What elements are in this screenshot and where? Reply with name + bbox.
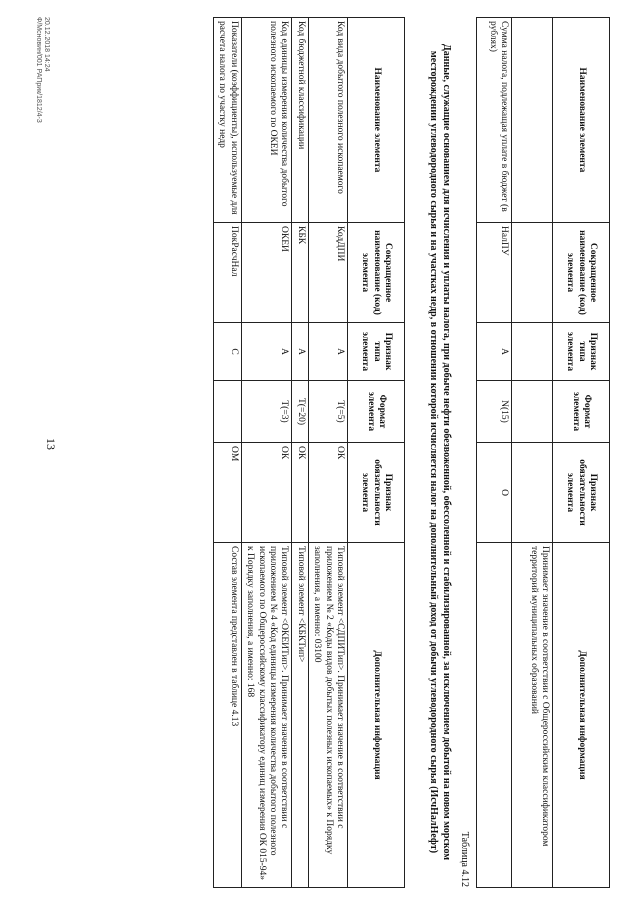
column-header: Признак типа элемента <box>348 323 405 381</box>
column-header: Сокращенное наименование (код) элемента <box>553 223 610 323</box>
table-caption: Данные, служащие основанием для исчисления и уплаты налога, при добыче нефти обезвоженной, обессоленной и стабилизированной, за исключением добытой на новом морском месторождении углеводородного сырья и на участках недр, в отношении которой исчисляется налог на дополнительный доход от добычи углеводородного сырья (ИсчНалНефт) <box>428 43 452 861</box>
column-header: Признак обязательности элемента <box>553 443 610 543</box>
column-header: Формат элемента <box>348 381 405 443</box>
cell-type <box>512 323 553 381</box>
cell-code: КБК <box>292 223 308 323</box>
column-header: Дополнительная информация <box>348 543 405 888</box>
column-header: Формат элемента <box>553 381 610 443</box>
table-row <box>512 18 553 888</box>
cell-code: ОКЕИ <box>241 223 292 323</box>
cell-info: Типовой элемент <ОКЕИТип>. Принимает значение в соответствии с приложением № 4 «Код единицы измерения количества добытого полезного ископаемого по Общероссийскому классификатору единиц измерения ОК 015-94» к Порядку заполнения, а именно: 168 <box>241 543 292 888</box>
cell-name: Сумма налога, подлежащая уплате в бюджет (в рублях) <box>477 18 512 223</box>
cell-type: А <box>477 323 512 381</box>
column-header: Дополнительная информация <box>553 543 610 888</box>
column-header: Сокращенное наименование (код) элемента <box>348 223 405 323</box>
cell-code <box>512 223 553 323</box>
cell-type: А <box>241 323 292 381</box>
table-row <box>292 18 308 888</box>
cell-format: N(15) <box>477 381 512 443</box>
table-label: Таблица 4.12 <box>459 831 470 887</box>
column-header: Наименование элемента <box>553 18 610 223</box>
cell-info: Типовой элемент <КБКТип> <box>292 543 308 888</box>
cell-format: Т(=20) <box>292 381 308 443</box>
table-row <box>214 18 242 888</box>
cell-mandatory <box>512 443 553 543</box>
cell-name: Код единицы измерения количества добытого полезного ископаемого по ОКЕИ <box>241 18 292 223</box>
cell-info: Принимает значение в соответствии с Общероссийским классификатором территорий муниципальных образований <box>512 543 553 888</box>
cell-name: Показатели (коэффициенты), используемые для расчета налога по участку недр <box>214 18 242 223</box>
table-row <box>308 18 347 888</box>
cell-mandatory: ОК <box>292 443 308 543</box>
stamp-date: 20.12.2018 14:24 <box>43 17 50 72</box>
cell-mandatory: ОК <box>241 443 292 543</box>
stamp-path: Ф/Мсновин/001 РАПрик/1812/4-3 <box>34 17 42 123</box>
cell-format <box>512 381 553 443</box>
cell-mandatory: О <box>477 443 512 543</box>
cell-name <box>512 18 553 223</box>
cell-format: Т(=3) <box>241 381 292 443</box>
table-4-11-continuation <box>476 17 610 888</box>
column-header: Признак обязательности элемента <box>348 443 405 543</box>
cell-code: КодДПИ <box>308 223 347 323</box>
cell-mandatory: ОК <box>308 443 347 543</box>
table-4-12 <box>213 17 405 888</box>
cell-type: С <box>214 323 242 381</box>
cell-name: Код бюджетной классификации <box>292 18 308 223</box>
page-number: 13 <box>44 438 58 450</box>
rotated-page <box>30 17 610 887</box>
cell-info <box>477 543 512 888</box>
cell-code: ПокРасчНал <box>214 223 242 323</box>
column-header: Наименование элемента <box>348 18 405 223</box>
cell-name: Код вида добытого полезного ископаемого <box>308 18 347 223</box>
cell-type: А <box>292 323 308 381</box>
table-header-row <box>348 18 405 888</box>
table-header-row <box>553 18 610 888</box>
cell-info: Состав элемента представлен в таблице 4.13 <box>214 543 242 888</box>
table-row <box>241 18 292 888</box>
cell-format <box>214 381 242 443</box>
cell-code: НалПУ <box>477 223 512 323</box>
document-stamp <box>33 17 50 123</box>
column-header: Признак типа элемента <box>553 323 610 381</box>
table-row <box>477 18 512 888</box>
cell-info: Типовой элемент <СДПИТип>. Принимает значение в соответствии с приложением № 2 «Коды видов добытых полезных ископаемых» к Порядку заполнения, а именно: 03100 <box>308 543 347 888</box>
cell-format: Т(=5) <box>308 381 347 443</box>
cell-type: А <box>308 323 347 381</box>
cell-mandatory: ОМ <box>214 443 242 543</box>
